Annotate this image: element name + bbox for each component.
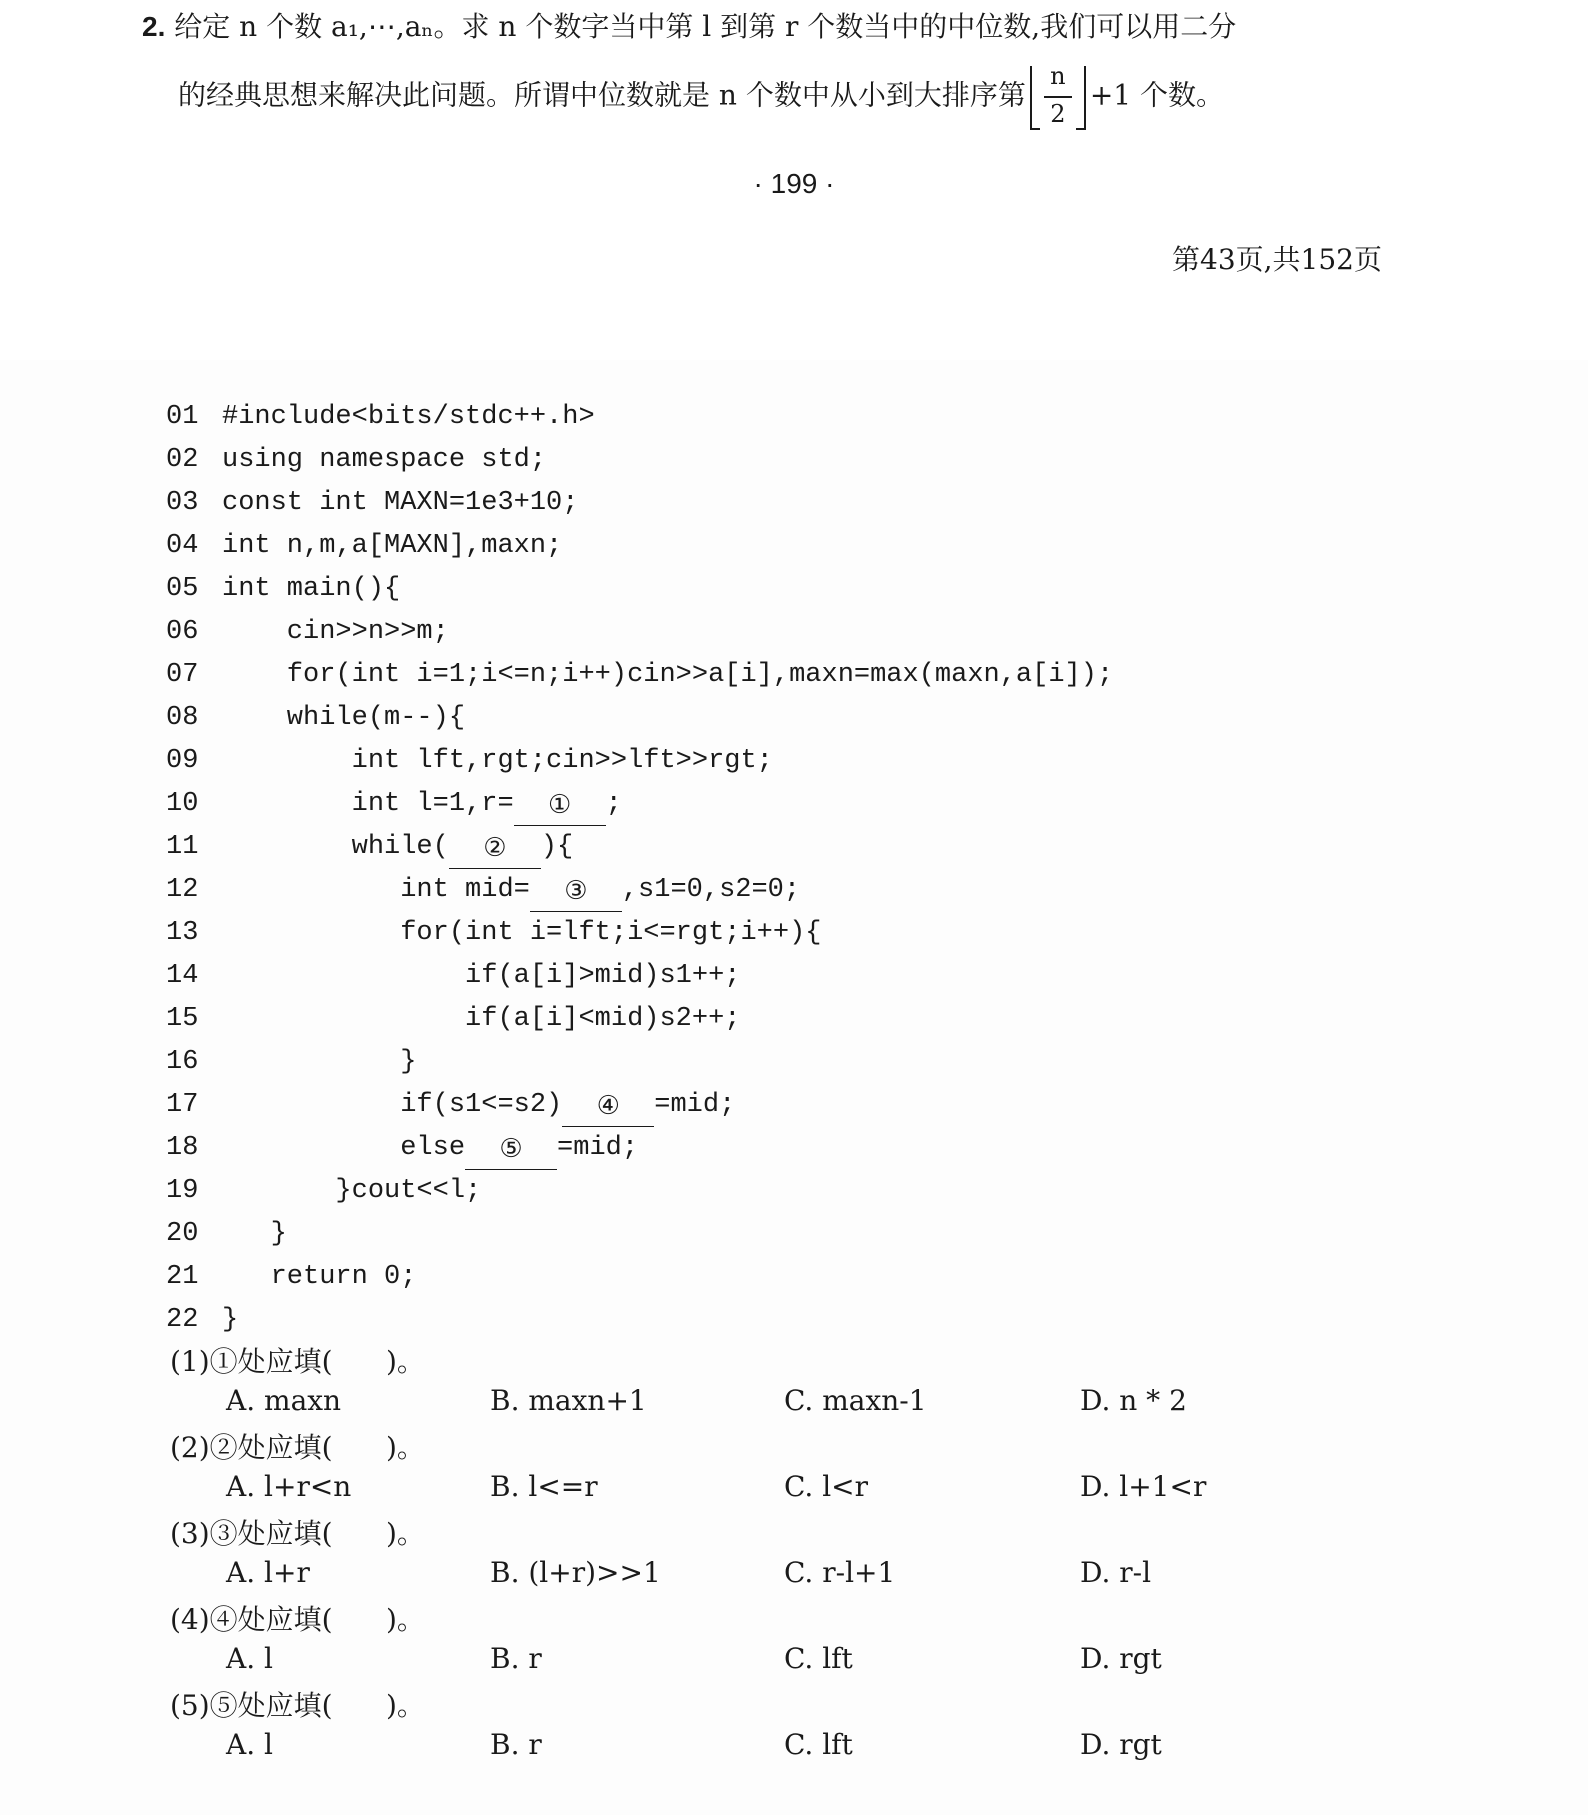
fraction-numerator: n <box>1050 62 1066 90</box>
code-text: int main(){ <box>222 574 401 604</box>
code-text: using namespace std; <box>222 445 547 475</box>
code-text: for(int i=lft;i<=rgt;i++){ <box>222 918 822 948</box>
code-text-after-blank: ; <box>605 789 622 819</box>
code-text-before-blank: if(s1<=s2) <box>222 1090 563 1120</box>
line-number: 15 <box>166 1004 199 1034</box>
line-number: 05 <box>166 574 199 604</box>
code-line <box>166 1256 416 1299</box>
problem-line-1-text: 给定 n 个数 a₁,⋯,aₙ。求 n 个数字当中第 l 到第 r 个数当中的中位数,我们可以用二分 <box>174 10 1237 43</box>
question-item <box>170 1684 1470 1770</box>
line-number: 16 <box>166 1047 199 1077</box>
code-text <box>222 783 622 826</box>
problem-line-2-suffix: +1 个数。 <box>1089 78 1225 112</box>
code-text: cin>>n>>m; <box>222 617 449 647</box>
code-line <box>166 1041 416 1084</box>
option-b: B. maxn+1 <box>490 1384 647 1417</box>
option-c: C. lft <box>784 1642 853 1675</box>
option-a: A. l+r<n <box>226 1470 352 1503</box>
code-text: int n,m,a[MAXN],maxn; <box>222 531 563 561</box>
code-text: while(m--){ <box>222 703 466 733</box>
problem-line-2 <box>178 62 1224 132</box>
code-text: } <box>222 1305 239 1335</box>
line-number: 09 <box>166 746 199 776</box>
code-text: if(a[i]>mid)s1++; <box>222 961 741 991</box>
option-d: D. rgt <box>1080 1728 1162 1761</box>
code-text <box>222 1084 735 1127</box>
option-a: A. l+r <box>226 1556 310 1589</box>
question-stem: (5)⑤处应填( )。 <box>170 1689 425 1722</box>
code-line <box>166 1084 735 1127</box>
code-text-after-blank: ){ <box>540 832 574 862</box>
code-text-before-blank: while( <box>222 832 449 862</box>
line-number: 07 <box>166 660 199 690</box>
code-line <box>166 1213 287 1256</box>
code-line <box>166 1299 238 1342</box>
line-number: 04 <box>166 531 199 561</box>
line-number: 17 <box>166 1090 199 1120</box>
line-number: 20 <box>166 1219 199 1249</box>
option-d: D. r-l <box>1080 1556 1152 1589</box>
code-text: } <box>222 1219 287 1249</box>
question-item <box>170 1340 1470 1426</box>
problem-line-2-text: 的经典思想来解决此问题。所谓中位数就是 n 个数中从小到大排序第 <box>178 78 1026 112</box>
option-c: C. maxn-1 <box>784 1384 927 1417</box>
line-number: 02 <box>166 445 199 475</box>
code-line <box>166 869 800 912</box>
line-number: 14 <box>166 961 199 991</box>
fill-in-blank: ⑤ <box>465 1131 557 1170</box>
fill-in-blank: ③ <box>530 873 622 912</box>
fraction-bar <box>1044 96 1072 98</box>
option-c: C. l<r <box>784 1470 869 1503</box>
option-c: C. r-l+1 <box>784 1556 896 1589</box>
code-text: int lft,rgt;cin>>lft>>rgt; <box>222 746 773 776</box>
code-text-after-blank: ,s1=0,s2=0; <box>621 875 801 905</box>
code-line <box>166 1170 481 1213</box>
code-line <box>166 525 562 568</box>
code-line <box>166 740 773 783</box>
fill-in-blank: ④ <box>562 1088 654 1127</box>
code-line <box>166 826 573 869</box>
line-number: 18 <box>166 1133 199 1163</box>
question-stem: (2)②处应填( )。 <box>170 1431 425 1464</box>
option-b: B. l<=r <box>490 1470 598 1503</box>
option-b: B. (l+r)>>1 <box>490 1556 661 1589</box>
code-line <box>166 912 822 955</box>
fill-in-blank: ② <box>449 830 541 869</box>
fraction-denominator: 2 <box>1050 100 1066 128</box>
code-text: } <box>222 1047 417 1077</box>
question-item <box>170 1512 1470 1598</box>
question-stem: (4)④处应填( )。 <box>170 1603 425 1636</box>
line-number: 06 <box>166 617 199 647</box>
line-number: 03 <box>166 488 199 518</box>
option-a: A. l <box>226 1642 273 1675</box>
question-item <box>170 1426 1470 1512</box>
code-line <box>166 783 622 826</box>
code-line <box>166 568 400 611</box>
problem-number: 2. <box>142 11 166 42</box>
code-line <box>166 697 465 740</box>
code-line <box>166 439 546 482</box>
line-number: 22 <box>166 1305 199 1335</box>
option-a: A. maxn <box>226 1384 342 1417</box>
line-number: 12 <box>166 875 199 905</box>
code-text <box>222 826 573 869</box>
code-text <box>222 1127 638 1170</box>
line-number: 19 <box>166 1176 199 1206</box>
code-text: #include<bits/stdc++.h> <box>222 402 595 432</box>
code-text-before-blank: int l=1,r= <box>222 789 514 819</box>
line-number: 11 <box>166 832 199 862</box>
line-number: 08 <box>166 703 199 733</box>
code-text: if(a[i]<mid)s2++; <box>222 1004 741 1034</box>
line-number: 13 <box>166 918 199 948</box>
code-line <box>166 998 740 1041</box>
problem-statement <box>142 10 1237 128</box>
code-text: for(int i=1;i<=n;i++)cin>>a[i],maxn=max(maxn,a[i]); <box>222 660 1114 690</box>
option-d: D. n * 2 <box>1080 1384 1187 1417</box>
code-line <box>166 482 578 525</box>
code-line <box>166 396 595 439</box>
code-text <box>222 869 800 912</box>
code-text: const int MAXN=1e3+10; <box>222 488 579 518</box>
line-number: 01 <box>166 402 199 432</box>
code-text: }cout<<l; <box>222 1176 482 1206</box>
line-number: 21 <box>166 1262 199 1292</box>
upper-page-fragment <box>0 0 1588 330</box>
code-line <box>166 1127 638 1170</box>
option-b: B. r <box>490 1728 542 1761</box>
floor-fraction <box>1030 62 1086 132</box>
code-text-after-blank: =mid; <box>557 1133 639 1163</box>
code-text: return 0; <box>222 1262 417 1292</box>
line-number: 10 <box>166 789 199 819</box>
page-number: · 199 · <box>753 168 835 199</box>
option-b: B. r <box>490 1642 542 1675</box>
code-line <box>166 654 1113 697</box>
page-counter: 第43页,共152页 <box>1172 243 1382 276</box>
floor-bracket-right <box>1076 66 1086 130</box>
code-line <box>166 611 449 654</box>
question-item <box>170 1598 1470 1684</box>
code-text-before-blank: else <box>222 1133 466 1163</box>
option-d: D. l+1<r <box>1080 1470 1207 1503</box>
code-text-before-blank: int mid= <box>222 875 530 905</box>
question-stem: (3)③处应填( )。 <box>170 1517 425 1550</box>
code-text-after-blank: =mid; <box>654 1090 736 1120</box>
option-a: A. l <box>226 1728 273 1761</box>
code-line <box>166 955 740 998</box>
option-c: C. lft <box>784 1728 853 1761</box>
question-stem: (1)①处应填( )。 <box>170 1345 425 1378</box>
option-d: D. rgt <box>1080 1642 1162 1675</box>
problem-line-1 <box>142 10 1236 44</box>
fill-in-blank: ① <box>514 787 606 826</box>
